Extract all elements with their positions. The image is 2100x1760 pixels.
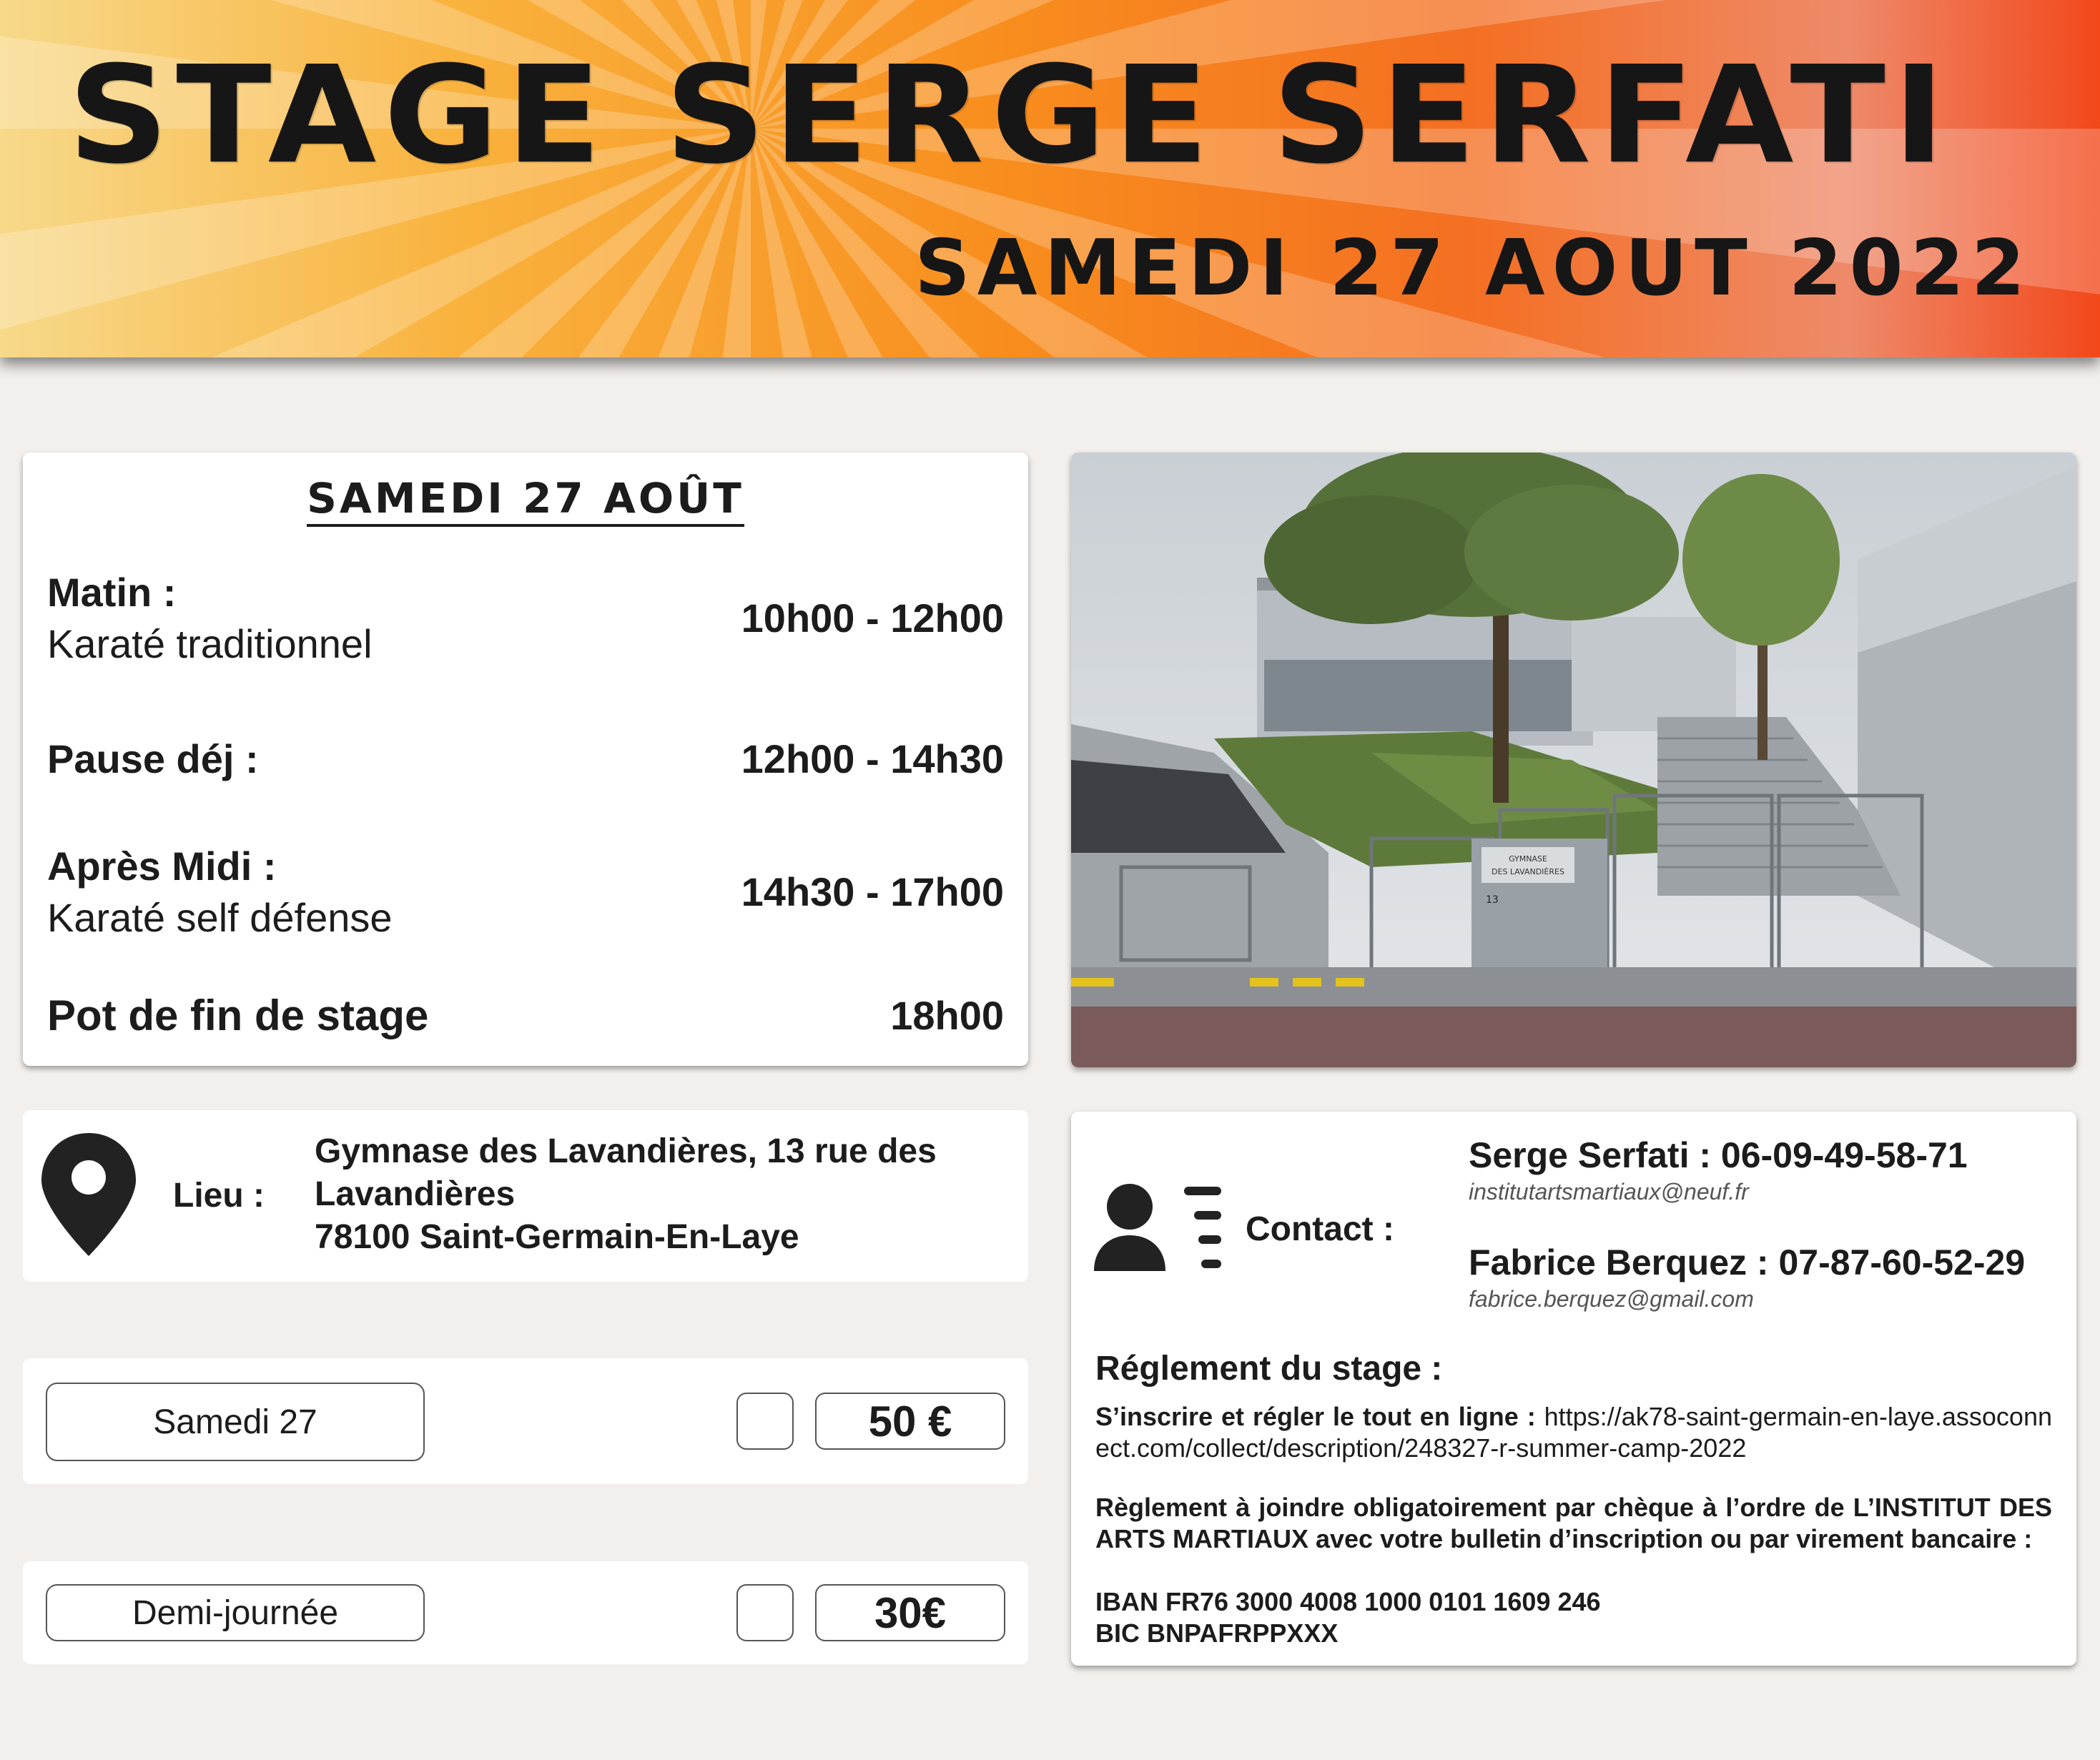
schedule-row-time: 14h30 - 17h00 [741,869,1004,914]
payment-online [1095,1401,2052,1464]
contact-email-serge[interactable]: institutartsmartiaux@neuf.fr [1469,1179,1749,1205]
price-option-half-day [23,1561,1028,1664]
payment-online-label: S’inscrire et régler le tout en ligne : [1095,1402,1536,1431]
contact-list-icon [1094,1180,1226,1276]
header-banner [0,0,2100,357]
payment-bic: BIC BNPAFRPPXXX [1095,1618,1339,1648]
contact-label: Contact : [1246,1210,1394,1248]
schedule-row-afternoon [47,841,1004,944]
price-option-value: 30€ [815,1584,1005,1641]
gymnasium-photo [1071,453,2076,1067]
price-option-value: 50 € [815,1393,1005,1450]
gymnasium-illustration [1071,453,2076,1067]
address-line-2: Lavandières [315,1175,516,1213]
schedule-row-closing [47,990,1004,1042]
schedule-row-sub: Karaté traditionnel [47,621,373,666]
schedule-row-label: Pot de fin de stage [47,992,429,1039]
gymnasium-sign-line1: GYMNASE [1509,854,1547,864]
schedule-heading: SAMEDI 27 AOÛT [23,474,1028,523]
location-label: Lieu : [173,1177,265,1215]
schedule-row-time: 10h00 - 12h00 [741,595,1004,641]
gymnasium-sign-line2: DES LAVANDIÈRES [1492,867,1564,876]
price-option-label: Samedi 27 [46,1383,425,1461]
address-line-1: Gymnase des Lavandières, 13 rue des [315,1132,937,1170]
schedule-row-morning [47,567,1004,670]
location-card [23,1110,1028,1282]
banner-title: STAGE SERGE SERFATI [68,37,1953,194]
schedule-row-lunch [47,733,1004,785]
contact-name-fabrice: Fabrice Berquez : 07-87-60-52-29 [1469,1242,2026,1282]
schedule-row-label: Matin : [47,570,177,615]
schedule-row-time: 18h00 [890,993,1004,1038]
payment-iban: IBAN FR76 3000 4008 1000 0101 1609 246 [1095,1587,1601,1616]
banner-date: SAMEDI 27 AOUT 2022 [915,224,2032,313]
price-option-checkbox[interactable] [736,1584,794,1641]
contact-email-fabrice[interactable]: fabrice.berquez@gmail.com [1469,1286,1754,1312]
address-line-3: 78100 Saint-Germain-En-Laye [315,1218,799,1256]
contact-payment-card [1071,1112,2076,1666]
price-option-full-day [23,1358,1028,1484]
location-address [315,1130,1008,1259]
map-pin-icon [39,1130,139,1259]
payment-cheque-text: Règlement à joindre obligatoirement par chèque à l’ordre de L’INSTITUT DES ARTS MARTIAUX avec votre bulletin d’inscription ou par virement bancaire : [1095,1493,2052,1553]
schedule-row-time: 12h00 - 14h30 [741,736,1004,781]
payment-online-url[interactable]: https://ak78-saint-germain-en-laye.assoconnect.com/collect/description/248327-r-summer-camp-2022 [1095,1402,2052,1463]
contact-name-serge: Serge Serfati : 06-09-49-58-71 [1469,1135,1968,1175]
schedule-row-label: Après Midi : [47,844,277,889]
schedule-card [23,453,1028,1066]
schedule-row-sub: Karaté self défense [47,895,393,940]
price-option-label: Demi-journée [46,1584,425,1641]
price-option-checkbox[interactable] [736,1393,794,1450]
payment-title: Réglement du stage : [1095,1350,1443,1388]
schedule-row-label: Pause déj : [47,736,259,781]
gymnasium-sign-number: 13 [1486,894,1499,906]
